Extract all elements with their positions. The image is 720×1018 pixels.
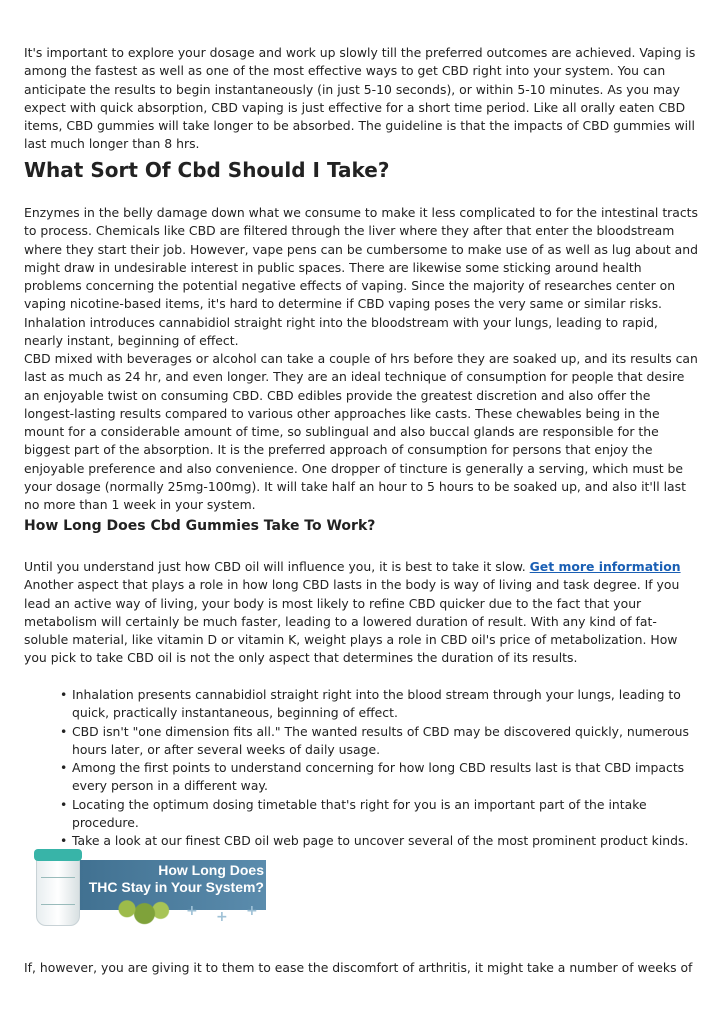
section-how-long-para [24,558,698,668]
promo-title [74,862,264,896]
list-item: • Inhalation presents cannabidiol straight right into the blood stream through your lungs, leading to quick, practically instantaneous, beginning of effect. [60,686,698,723]
section-heading-what-sort: What Sort Of Cbd Should I Take? [24,158,390,182]
para-text-before-link: Until you understand just how CBD oil will influence you, it is best to take it slow. [24,559,530,574]
bullet-list [60,686,698,851]
para-text-after-link: Another aspect that plays a role in how long CBD lasts in the body is way of living and task degree. If you lead an active way of living, your body is most likely to refine CBD quicker due to the fact that your metabolism will certainly be much faster, leading to a lowered duration of result. With any kind of fat-soluble material, like vitamin D or vitamin K, weight plays a role in CBD oil's price of metabolization. How you pick to take CBD oil is not the only aspect that determines the duration of its results. [24,577,680,666]
list-item: • CBD isn't "one dimension fits all." The wanted results of CBD may be discovered quickly, numerous hours later, or after several weeks of daily usage. [60,723,698,760]
thc-promo-image [36,852,268,936]
section-what-sort-body [24,204,698,350]
closing-section [24,959,698,977]
list-item: • Among the first points to understand concerning for how long CBD results last is that CBD impacts every person in a different way. [60,759,698,796]
test-cup-icon [36,854,80,926]
list-item: • Locating the optimum dosing timetable that's right for you is an important part of the intake procedure. [60,796,698,833]
section-how-long-body [24,558,698,668]
test-cup-lid [34,849,82,861]
section-what-sort-body-2 [24,350,698,515]
cannabis-bud-icon [106,896,176,928]
promo-title-line-1: How Long Does [158,862,264,878]
plus-decoration-icon: + [216,909,228,925]
bullet-list-wrapper [60,686,698,851]
list-item: • Take a look at our finest CBD oil web page to uncover several of the most prominent product kinds. [60,832,698,850]
intro-paragraph: It's important to explore your dosage and work up slowly till the preferred outcomes are achieved. Vaping is among the fastest as well as one of the most effective ways to get CBD right into your system. You can anticipate the results to begin instantaneously (in just 5-10 seconds), or within 5-10 minutes. As you may expect with quick absorption, CBD vaping is just effective for a short time period. Like all orally eaten CBD items, CBD gummies will take longer to be absorbed. The guideline is that the impacts of CBD gummies will last much longer than 8 hrs. [24,45,696,152]
closing-paragraph: If, however, you are giving it to them to ease the discomfort of arthritis, it might take a number of weeks of [24,960,693,975]
section-what-sort [24,157,698,183]
plus-decoration-icon: + [246,903,258,919]
test-cup-label [41,877,75,905]
intro-section [24,44,698,154]
section-what-sort-para-2: CBD mixed with beverages or alcohol can take a couple of hrs before they are soaked up, and its results can last as much as 24 hr, and even longer. They are an ideal technique of consumption for people that desire an enjoyable twist on consuming CBD. CBD edibles provide the greatest discretion and also offer the longest-lasting results compared to various other approaches like casts. These chewables being in the mount for a considerable amount of time, so sublingual and also buccal glands are responsible for the biggest part of the absorption. It is the preferred approach of consumption for persons that enjoy the enjoyable preference and also convenience. One dropper of tincture is generally a serving, which must be your dosage (normally 25mg-100mg). It will take half an hour to 5 hours to be soaked up, and also it'll last no more than 1 week in your system. [24,351,698,513]
section-how-long [24,516,698,536]
promo-title-line-2: THC Stay in Your System? [88,879,264,895]
get-more-information-link[interactable]: Get more information [529,559,681,574]
section-what-sort-para-1: Enzymes in the belly damage down what we consume to make it less complicated to for the intestinal tracts to process. Chemicals like CBD are filtered through the liver where they after that enter the bloodstream where they start their job. However, vape pens can be cumbersome to make use of as well as lug about and might draw in undesirable interest in public spaces. There are likewise some sticking around health problems concerning the potential negative effects of vaping. Since the majority of researches center on vaping nicotine-based items, it's hard to determine if CBD vaping poses the very same or similar risks. Inhalation introduces cannabidiol straight right into the bloodstream with your lungs, leading to rapid, nearly instant, beginning of effect. [24,205,698,349]
plus-decoration-icon: + [186,903,198,919]
section-heading-how-long: How Long Does Cbd Gummies Take To Work? [24,518,376,534]
